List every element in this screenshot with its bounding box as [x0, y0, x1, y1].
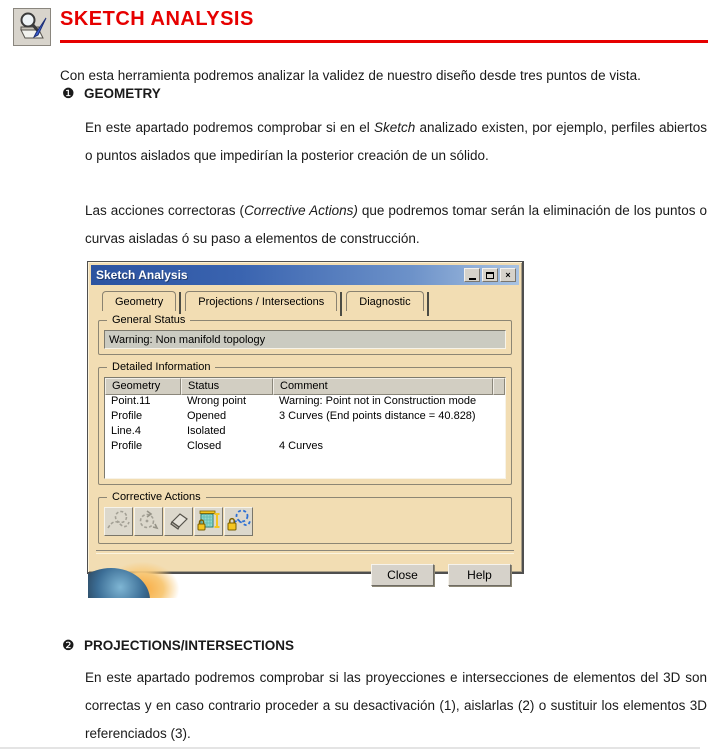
intro-paragraph: Con esta herramienta podremos analizar la validez de nuestro diseño desde tres puntos de vista.	[60, 67, 641, 83]
section-heading-projections	[62, 637, 294, 654]
general-status-group	[98, 314, 512, 355]
minimize-icon[interactable]	[464, 268, 480, 282]
dialog-footer	[96, 554, 514, 596]
table-cell	[273, 425, 505, 440]
table-cell: Profile	[111, 410, 143, 422]
tab-separator	[179, 292, 181, 316]
table-row[interactable]	[105, 395, 505, 410]
detailed-information-group	[98, 361, 512, 485]
corrective-actions-toolbar	[104, 507, 506, 536]
column-header-status[interactable]: Status	[181, 378, 273, 395]
construction-rotate-icon	[136, 508, 161, 536]
section-heading-geometry	[62, 85, 161, 102]
globe-decoration	[88, 550, 198, 598]
section-projections-paragraphs	[85, 664, 707, 750]
text-run: analizado existen, por ejemplo, perfiles abiertos o puntos aislados que impedirían la posterior creación de un sólido.	[85, 120, 707, 163]
dialog-buttons	[371, 564, 511, 586]
construction-rotate-tool-button[interactable]	[134, 507, 163, 536]
isolate-geometry-tool-button[interactable]	[224, 507, 253, 536]
help-button[interactable]: Help	[448, 564, 511, 586]
section-number: ❷	[62, 637, 75, 653]
section-number: ❶	[62, 85, 75, 101]
italic-run: Corrective Actions)	[244, 203, 358, 218]
table-cell: Isolated	[187, 425, 226, 437]
table-cell: Closed	[187, 440, 222, 452]
isolate-geometry-icon	[226, 508, 251, 536]
corrective-actions-group	[98, 491, 512, 544]
eraser-tool-button[interactable]	[164, 507, 193, 536]
table-cell: Point.11	[111, 395, 151, 407]
page-title: SKETCH ANALYSIS	[60, 8, 254, 30]
tab-separator	[427, 292, 429, 316]
table-cell: Wrong point	[187, 395, 247, 407]
window-buttons	[464, 268, 519, 282]
group-label: Detailed Information	[107, 361, 215, 373]
dialog-content	[91, 285, 519, 582]
section-geometry-paragraphs	[85, 114, 707, 280]
paragraph	[85, 114, 707, 170]
text-run: En este apartado podremos comprobar si las proyecciones e intersecciones de elementos del 3D son correctas y en caso contrario proceder a su desactivación (1), aislarlas (2) o sustituir los elementos 3D referenciados (3).	[85, 670, 707, 741]
table-cell: 4 Curves	[279, 440, 324, 452]
eraser-icon	[166, 508, 191, 536]
detailed-information-table[interactable]	[104, 377, 506, 479]
text-run: Las acciones correctoras (	[85, 203, 245, 218]
close-profile-icon	[196, 508, 221, 536]
sketch-analysis-magnifier-icon	[13, 8, 51, 46]
italic-run: Sketch	[373, 120, 416, 135]
paragraph	[85, 197, 707, 253]
table-row[interactable]	[105, 440, 505, 455]
group-label: Corrective Actions	[107, 491, 206, 503]
table-row[interactable]	[105, 425, 505, 440]
table-cell: Warning: Point not in Construction mode	[279, 395, 477, 407]
sketch-analysis-dialog	[87, 261, 524, 582]
table-cell: Line.4	[111, 425, 141, 437]
column-header-geometry[interactable]: Geometry	[105, 378, 181, 395]
page-bottom-rule	[0, 747, 700, 749]
table-row[interactable]	[105, 410, 505, 425]
close-button[interactable]: Close	[371, 564, 434, 586]
paragraph	[85, 664, 707, 748]
construction-curve-icon	[106, 508, 131, 536]
column-header-comment[interactable]: Comment	[273, 378, 493, 395]
text-run: que podremos tomar serán la eliminación de los puntos o curvas aisladas ó su paso a elementos de construcción.	[85, 203, 707, 246]
maximize-icon[interactable]	[482, 268, 498, 282]
table-cell: 3 Curves (End points distance = 40.828)	[279, 410, 476, 422]
dialog-title: Sketch Analysis	[96, 268, 188, 282]
table-body	[105, 395, 505, 455]
tab-separator	[340, 292, 342, 316]
tab-diagnostic[interactable]: Diagnostic	[346, 291, 423, 311]
close-icon[interactable]: ×	[500, 268, 516, 282]
section-title: PROJECTIONS/INTERSECTIONS	[84, 638, 295, 653]
group-label: General Status	[107, 314, 190, 326]
column-header-endcap	[493, 378, 505, 395]
close-profile-tool-button[interactable]	[194, 507, 223, 536]
section-title: GEOMETRY	[84, 86, 161, 101]
table-cell: Profile	[111, 440, 143, 452]
table-header-row	[105, 378, 505, 395]
tab-geometry[interactable]: Geometry	[102, 291, 176, 311]
general-status-value: Warning: Non manifold topology	[104, 330, 506, 349]
text-run: En este apartado podremos comprobar si en el	[85, 120, 374, 135]
construction-curve-tool-button[interactable]	[104, 507, 133, 536]
table-cell: Opened	[187, 410, 227, 422]
dialog-titlebar[interactable]	[91, 265, 519, 285]
tab-projections-intersections[interactable]: Projections / Intersections	[185, 291, 337, 311]
title-underline	[60, 40, 708, 43]
